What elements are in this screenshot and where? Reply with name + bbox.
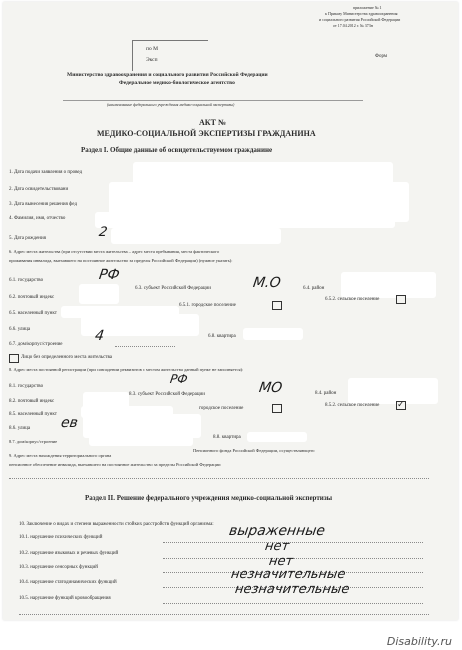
- stamp-line-2: Эксп: [146, 57, 158, 63]
- rural-settlement-checkbox-8[interactable]: [396, 401, 406, 410]
- redaction-block: [348, 378, 438, 404]
- result-10-5-handwriting: незначительные: [233, 582, 351, 597]
- street-8-handwriting: ев: [59, 415, 79, 431]
- item-9-label-cont: пенсионное обеспечение инвалида, выехавшего на постоянное жительство за пределы Российской Федерации: [9, 462, 221, 467]
- item-10-5-label: 10.5. нарушение функций кровообращения: [19, 596, 111, 601]
- appendix-line-2: к Приказу Министерства здравоохранения: [325, 11, 398, 16]
- redaction-block: [111, 228, 281, 244]
- item-9-tail: Пенсионного фонда Российской Федерации, осуществляющего: [193, 448, 315, 453]
- item-6-5-1-label: 6.5.1. городское поселение: [179, 303, 236, 308]
- item-9-label: 9. Адрес места нахождения территориального органа: [9, 453, 112, 458]
- item-8-7-label: 8.7. дом/корпус/строение: [9, 439, 58, 444]
- result-10-5-field: [163, 603, 423, 604]
- item-8-label: 8. Адрес места постоянной регистрации (при совпадении реквизитов с местом жительства данный пункт не заполняется):: [9, 367, 244, 372]
- org-caption: (наименование федерального учреждения медико-социальной экспертизы): [107, 102, 235, 107]
- item-6-4-label: 6.4. район: [303, 286, 325, 291]
- item-6-1-label: 6.1. государство: [9, 278, 44, 283]
- act-subtitle: МЕДИКО-СОЦИАЛЬНОЙ ЭКСПЕРТИЗЫ ГРАЖДАНИНА: [97, 129, 316, 138]
- house-6-field: [115, 346, 175, 347]
- redaction-block: [95, 212, 395, 228]
- item-10-4-label: 10.4. нарушение статодинамических функций: [19, 580, 117, 585]
- item-6-label: 6. Адрес места жительства (при отсутствии места жительства – адрес места пребывания, места фактического: [9, 249, 220, 254]
- item-4-label: 4. Фамилия, имя, отчество: [9, 216, 66, 221]
- item-8-4-label: 8.4. район: [315, 391, 337, 396]
- item-9-field: [9, 478, 429, 479]
- state-6-handwriting: РФ: [97, 267, 121, 283]
- item-6-label-cont: проживания инвалида, выехавшего на постоянное жительство за пределы Российской Федерации) (нужное указать):: [9, 258, 233, 263]
- act-title: АКТ №: [199, 118, 226, 127]
- redaction-block: [79, 284, 119, 304]
- item-8-8-label: 8.8. квартира: [213, 435, 241, 440]
- appendix-line-1: приложение № 1: [353, 5, 382, 10]
- item-3-label: 3. Дата вынесения решения фед: [9, 202, 77, 207]
- subject-6-handwriting: М.О: [251, 275, 282, 291]
- item-6-5-2-label: 6.5.2. сельское поселение: [325, 297, 380, 302]
- item-10-label: 10. Заключение о видах и степени выраженности стойких расстройств функций организма:: [19, 522, 214, 527]
- subject-8-handwriting: МО: [257, 380, 284, 396]
- item-10-1-label: 10.1. нарушение психических функций: [19, 535, 103, 540]
- result-10-1-field: [163, 542, 423, 543]
- document-page: [3, 2, 458, 620]
- redaction-block: [341, 272, 436, 298]
- item-8-2-label: 8.2. почтовый индекс: [9, 399, 55, 404]
- item-5-label: 5. Дата рождения: [9, 236, 46, 241]
- no-fixed-abode-checkbox[interactable]: [9, 354, 19, 363]
- ministry-line-1: Министерство здравоохранения и социального развития Российской Федерации: [67, 72, 268, 78]
- result-10-4-handwriting: незначительные: [229, 567, 347, 582]
- redaction-block: [89, 434, 193, 446]
- item-6-2-label: 6.2. почтовый индекс: [9, 295, 55, 300]
- appendix-line-3: и социального развития Российской Федерации: [319, 17, 401, 22]
- birth-year-handwriting: 2: [97, 225, 109, 240]
- item-8-6-label: 8.6. улица: [9, 426, 31, 431]
- item-6-3-label: 6.3. субъект Российской Федерации: [135, 286, 211, 291]
- org-name-line: [63, 100, 363, 101]
- item-6-6-label: 6.6. улица: [9, 327, 31, 332]
- result-10-2-handwriting: нет: [263, 539, 291, 554]
- urban-settlement-checkbox-6[interactable]: [272, 301, 282, 310]
- item-8-5-label: 8.5. населенный пункт: [9, 412, 57, 417]
- item-8-5-2-label: 8.5.2. сельское поселение: [325, 403, 380, 408]
- watermark-text: Disability.ru: [386, 635, 452, 648]
- item-6-8-label: 6.8. квартира: [208, 334, 236, 339]
- appendix-line-4: от 17.04.2012 г. № 373н: [333, 23, 373, 28]
- result-10-1-handwriting: выраженные: [227, 523, 327, 539]
- registration-stamp: [132, 40, 208, 71]
- item-6-9-label: Лицо без определенного места жительства: [21, 355, 112, 360]
- form-label: Форм: [375, 54, 388, 59]
- item-8-3-label: 8.3. субъект Российской Федерации: [129, 392, 205, 397]
- section1-title: Раздел I. Общие данные об освидетельствуемом гражданине: [81, 146, 273, 154]
- item-6-5-label: 6.5. населенный пункт: [9, 311, 57, 316]
- result-10-3-handwriting: нет: [267, 554, 295, 569]
- item-2-label: 2. Дата освидетельствовани: [9, 187, 69, 192]
- ministry-line-2: Федеральное медико-биологическое агентство: [119, 80, 235, 86]
- item-1-label: 1. Дата подачи заявления о провед: [9, 170, 83, 175]
- section2-title: Раздел II. Решение федерального учреждения медико-социальной экспертизы: [85, 494, 333, 502]
- bottom-field-line: [19, 614, 429, 615]
- stamp-line-1: по М: [146, 46, 158, 52]
- item-10-3-label: 10.3. нарушение сенсорных функций: [19, 565, 98, 570]
- item-10-2-label: 10.2. нарушение языковых и речевых функций: [19, 551, 119, 556]
- redaction-block: [247, 432, 307, 442]
- house-6-handwriting: 4: [93, 328, 106, 344]
- redaction-block: [243, 328, 303, 340]
- item-6-7-label: 6.7. дом/корпус/строение: [9, 342, 63, 347]
- item-8-1-label: 8.1. государство: [9, 384, 44, 389]
- urban-settlement-checkbox-8[interactable]: [272, 404, 282, 413]
- item-8-5-1-label: городское поселение: [199, 406, 244, 411]
- rural-settlement-checkbox-6[interactable]: [396, 295, 406, 304]
- state-8-handwriting: РФ: [169, 372, 189, 386]
